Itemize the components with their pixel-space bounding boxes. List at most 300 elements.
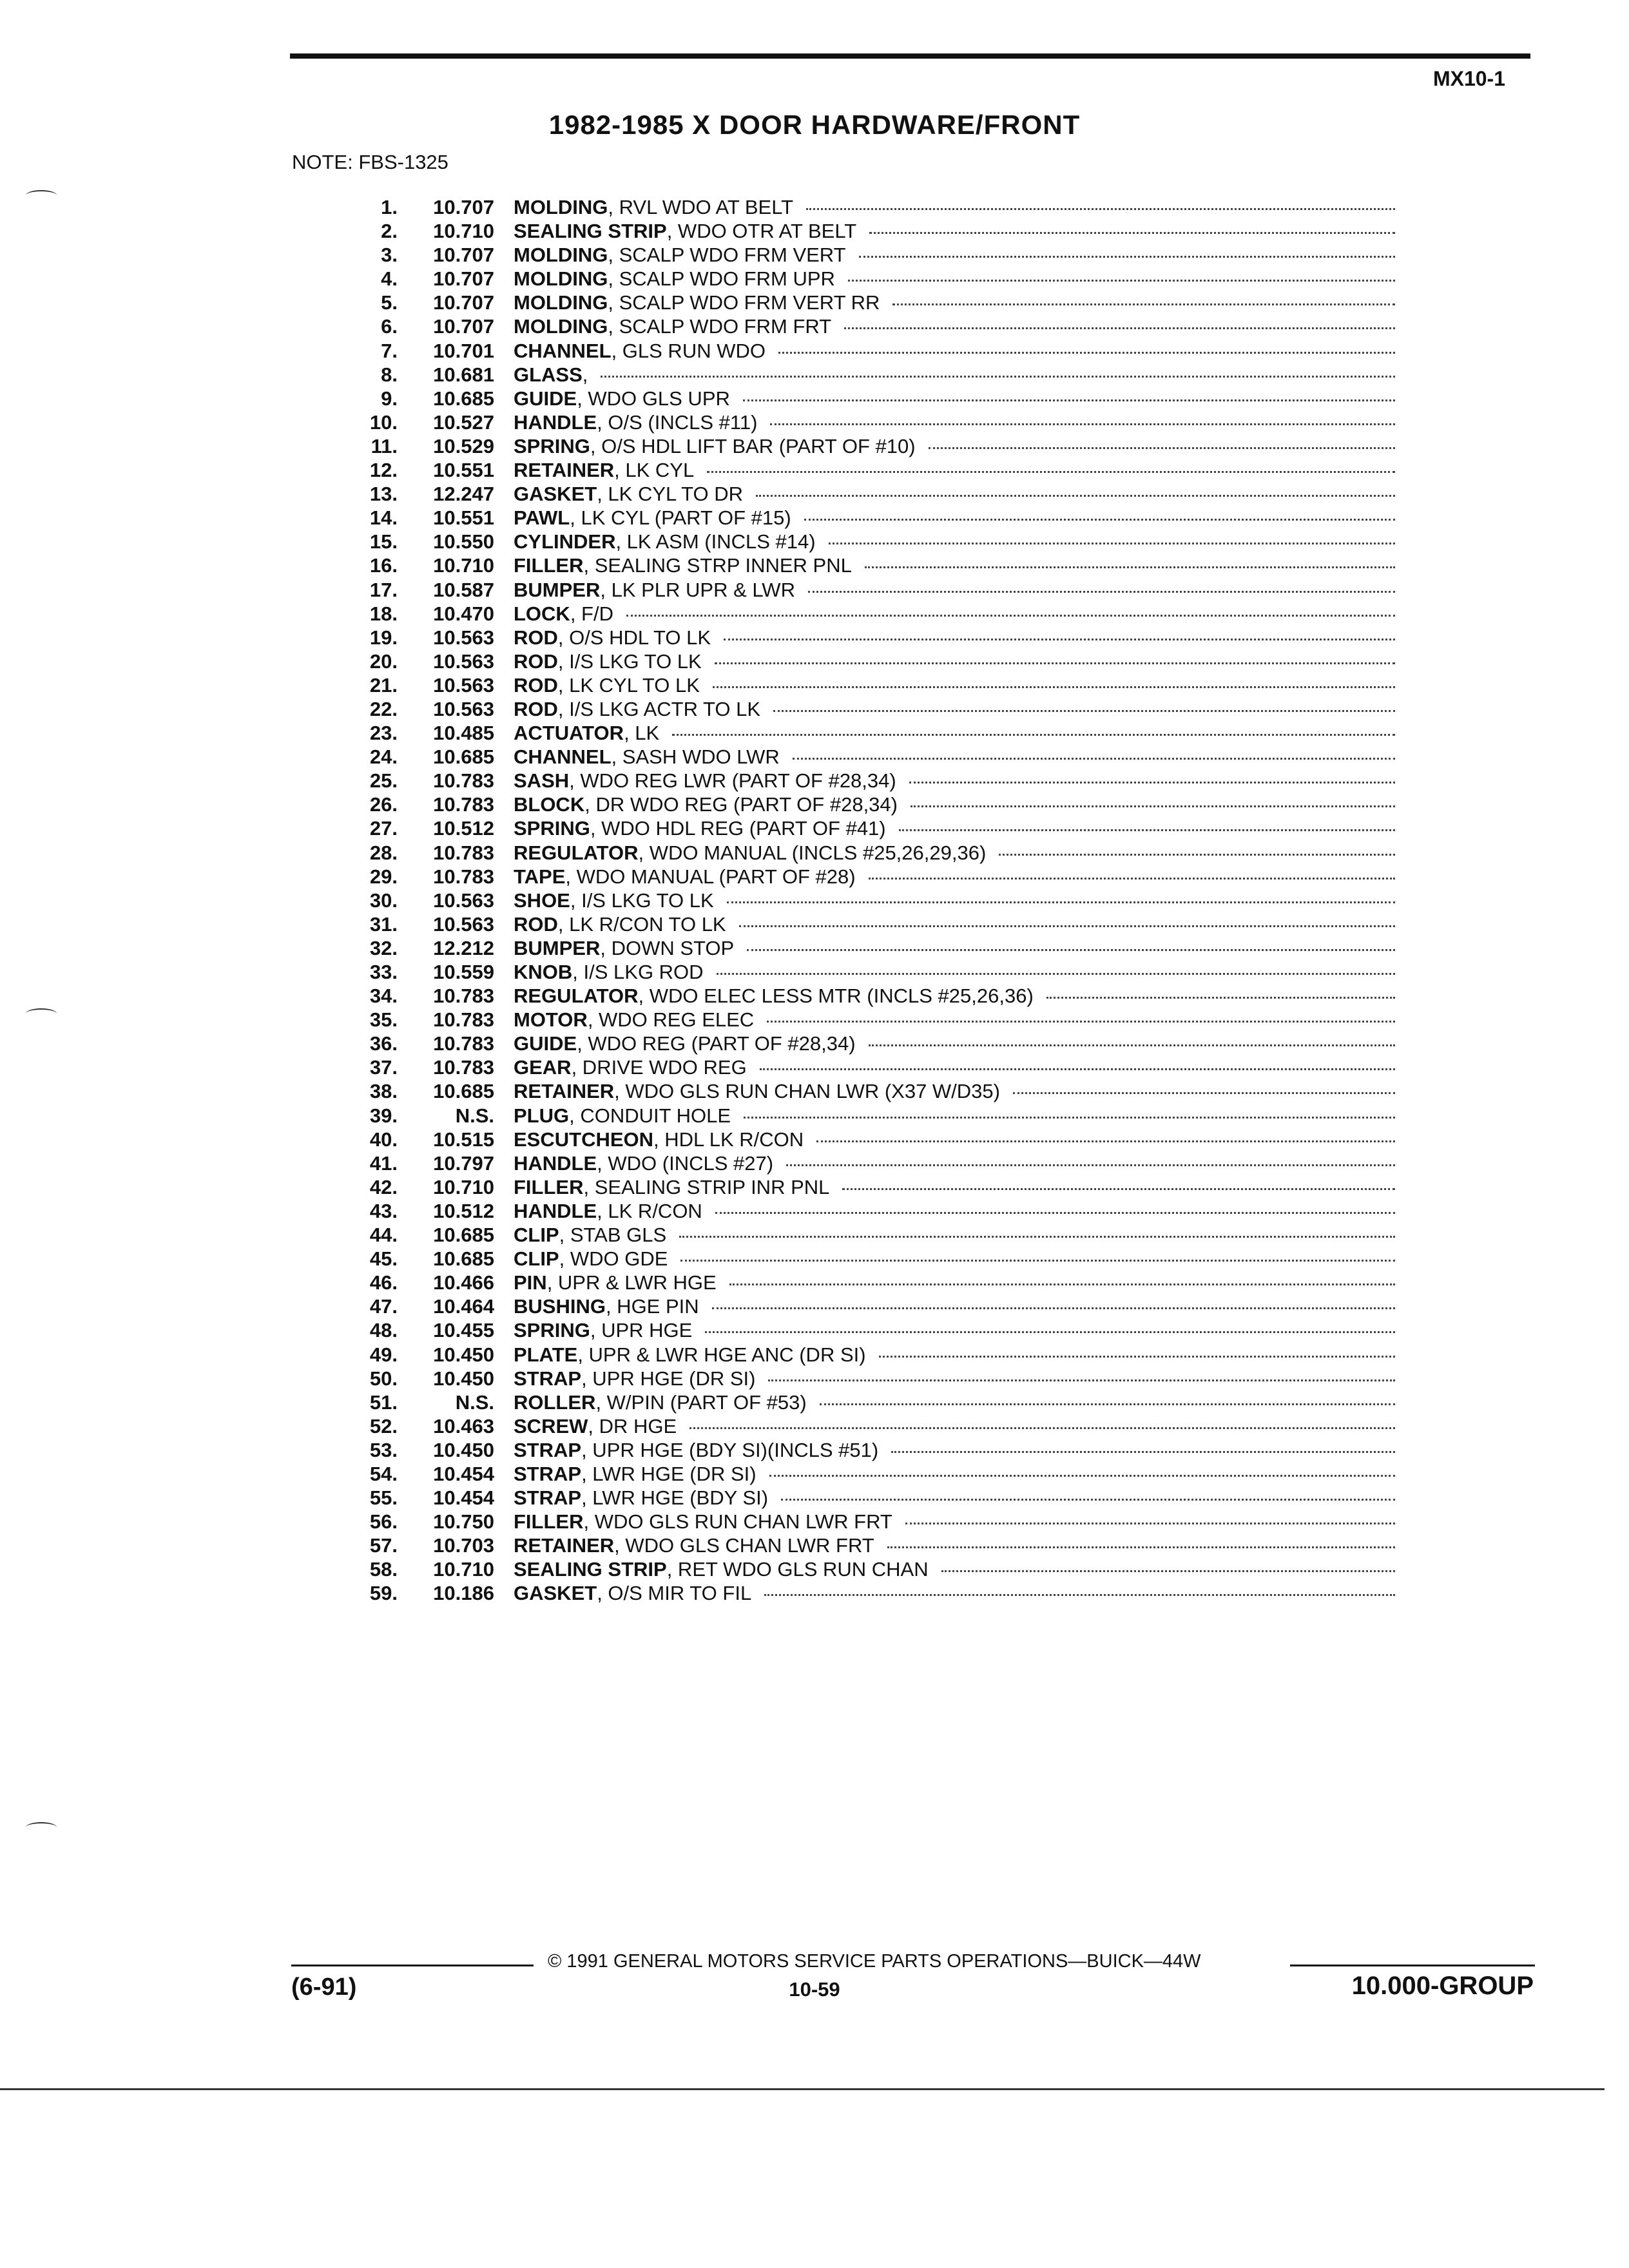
group-number: 10.563 — [433, 673, 494, 697]
part-number: 46. — [369, 1271, 398, 1294]
dot-leader — [717, 973, 1395, 975]
part-row — [332, 889, 1395, 912]
part-description: , WDO GLS UPR — [577, 387, 730, 410]
part-number: 17. — [369, 578, 398, 601]
part-description: , HGE PIN — [605, 1295, 699, 1318]
part-description: , I/S LKG TO LK — [570, 889, 714, 912]
part-name: GASKET — [514, 483, 597, 506]
part-number: 5. — [381, 291, 398, 314]
part-row — [332, 1486, 1395, 1510]
part-row — [332, 553, 1395, 577]
part-name: BUSHING — [514, 1295, 606, 1318]
group-number: 10.710 — [433, 220, 494, 243]
dot-leader — [739, 925, 1395, 927]
part-name: MOLDING — [514, 196, 608, 218]
group-number: 10.186 — [433, 1582, 494, 1605]
part-row — [332, 339, 1395, 363]
part-row — [332, 936, 1395, 960]
dot-leader — [768, 1379, 1395, 1381]
part-description: , LK CYL — [614, 459, 695, 482]
part-description: , WDO REG ELEC — [587, 1008, 755, 1032]
group-number: 10.783 — [433, 1032, 494, 1055]
group-number: 10.703 — [433, 1534, 494, 1557]
part-name: RETAINER — [514, 1534, 615, 1557]
group-number: 10.450 — [433, 1438, 494, 1461]
dot-leader — [879, 1356, 1395, 1358]
part-name: CHANNEL — [514, 339, 612, 362]
dot-leader — [601, 376, 1395, 378]
part-description: , UPR HGE — [590, 1319, 693, 1342]
part-description: , WDO MANUAL (PART OF #28) — [565, 865, 856, 888]
part-name: FILLER — [514, 1510, 584, 1533]
group-number: 10.685 — [433, 745, 494, 769]
part-description: , SCALP WDO FRM VERT RR — [608, 291, 880, 314]
part-number: 37. — [369, 1056, 398, 1079]
group-number: 10.485 — [433, 722, 494, 745]
group-number: 10.783 — [433, 865, 494, 888]
part-number: 55. — [369, 1486, 398, 1510]
dot-leader — [1046, 997, 1395, 999]
part-description: , LK CYL TO DR — [597, 483, 744, 506]
group-number: 10.550 — [433, 530, 494, 553]
part-row — [332, 602, 1395, 626]
footer-rule — [291, 1965, 534, 1966]
group-number: 10.463 — [433, 1414, 494, 1437]
group-number: 12.212 — [433, 936, 494, 959]
part-number: 52. — [369, 1414, 398, 1437]
part-row — [332, 1055, 1395, 1079]
part-row — [332, 793, 1395, 816]
part-name: MOLDING — [514, 244, 608, 267]
part-number: 21. — [369, 673, 398, 697]
part-description: , O/S HDL TO LK — [557, 626, 711, 649]
part-row — [332, 1008, 1395, 1032]
part-number: 43. — [369, 1199, 398, 1222]
dot-leader — [829, 543, 1395, 544]
group-number: N.S. — [455, 1390, 494, 1414]
group-number: 10.450 — [433, 1367, 494, 1390]
dot-leader — [929, 447, 1395, 449]
part-description: , WDO GLS CHAN LWR FRT — [614, 1534, 874, 1557]
part-number: 8. — [381, 363, 398, 386]
part-number: 30. — [369, 889, 398, 912]
part-description: , CONDUIT HOLE — [569, 1104, 731, 1127]
dot-leader — [778, 352, 1395, 354]
part-row — [332, 458, 1395, 482]
part-row — [332, 626, 1395, 649]
part-name: STRAP — [514, 1367, 582, 1390]
part-row — [332, 1581, 1395, 1605]
dot-leader — [713, 686, 1395, 688]
part-row — [332, 1343, 1395, 1367]
dot-leader — [767, 1021, 1395, 1023]
dot-leader — [842, 1188, 1395, 1190]
part-number: 6. — [381, 315, 398, 338]
part-number: 33. — [369, 961, 398, 983]
part-row — [332, 1510, 1395, 1533]
part-description: , SEALING STRIP INR PNL — [583, 1175, 830, 1198]
dot-leader — [679, 1236, 1395, 1238]
dot-leader — [806, 208, 1395, 210]
dot-leader — [626, 615, 1395, 617]
part-number: 41. — [369, 1151, 398, 1175]
part-number: 53. — [369, 1438, 398, 1461]
dot-leader — [680, 1260, 1395, 1262]
part-description: , WDO GDE — [559, 1247, 668, 1271]
part-row — [332, 363, 1395, 387]
dot-leader — [756, 495, 1395, 497]
dot-leader — [905, 1523, 1395, 1524]
part-name: GEAR — [514, 1056, 572, 1079]
part-number: 34. — [369, 985, 398, 1008]
footer-rule — [1290, 1965, 1535, 1966]
part-number: 18. — [369, 602, 398, 625]
dot-leader — [672, 734, 1395, 736]
part-description: , W/PIN (PART OF #53) — [595, 1390, 807, 1414]
part-row — [332, 816, 1395, 840]
copyright-notice: © 1991 GENERAL MOTORS SERVICE PARTS OPERATIONS—BUICK—44W — [548, 1951, 1201, 1972]
part-description: , SCALP WDO FRM VERT — [608, 244, 846, 267]
part-description: , UPR & LWR HGE — [546, 1271, 717, 1294]
group-number: 10.563 — [433, 889, 494, 912]
part-name: ROD — [514, 673, 558, 697]
part-number: 12. — [369, 459, 398, 482]
part-name: SEALING STRIP — [514, 1558, 667, 1581]
part-description: , HDL LK R/CON — [653, 1128, 804, 1151]
part-name: BLOCK — [514, 793, 585, 816]
part-row — [332, 1247, 1395, 1271]
dot-leader — [769, 1475, 1395, 1477]
part-number: 29. — [369, 865, 398, 888]
group-number: 10.551 — [433, 459, 494, 482]
part-row — [332, 1294, 1395, 1318]
part-number: 40. — [369, 1128, 398, 1151]
group-number: 10.563 — [433, 626, 494, 649]
page-code: MX10-1 — [1432, 67, 1505, 90]
part-row — [332, 673, 1395, 697]
group-number: N.S. — [455, 1104, 494, 1127]
group-number: 10.563 — [433, 697, 494, 720]
part-name: HANDLE — [514, 1199, 597, 1222]
part-name: ROD — [514, 912, 558, 936]
part-description: , O/S MIR TO FIL — [597, 1582, 752, 1605]
part-number: 38. — [369, 1080, 398, 1103]
part-number: 48. — [369, 1319, 398, 1342]
group-number: 10.512 — [433, 817, 494, 840]
part-name: PLATE — [514, 1343, 578, 1366]
dot-leader — [786, 1164, 1395, 1166]
dot-leader — [712, 1307, 1395, 1309]
part-row — [332, 1079, 1395, 1103]
part-row — [332, 291, 1395, 314]
dot-leader — [859, 256, 1395, 258]
group-number: 10.529 — [433, 434, 494, 457]
part-number: 50. — [369, 1367, 398, 1390]
dot-leader — [804, 519, 1395, 521]
part-number: 57. — [369, 1534, 398, 1557]
part-row — [332, 578, 1395, 602]
part-name: ACTUATOR — [514, 722, 624, 745]
dot-leader — [707, 471, 1395, 473]
part-number: 14. — [369, 506, 398, 530]
group-number: 10.512 — [433, 1199, 494, 1222]
dot-leader — [941, 1570, 1395, 1572]
group-number: 10.701 — [433, 339, 494, 362]
part-description: , O/S (INCLS #11) — [597, 410, 758, 434]
part-number: 4. — [381, 267, 398, 291]
group-number: 10.783 — [433, 769, 494, 793]
part-row — [332, 1367, 1395, 1390]
part-number: 2. — [381, 220, 398, 243]
part-row — [332, 387, 1395, 410]
part-number: 11. — [371, 434, 398, 457]
part-number: 10. — [369, 410, 398, 434]
part-name: KNOB — [514, 961, 573, 983]
part-description: , UPR HGE (DR SI) — [581, 1367, 756, 1390]
part-number: 45. — [369, 1247, 398, 1271]
dot-leader — [764, 1594, 1395, 1596]
part-number: 7. — [381, 339, 398, 362]
page-title: 1982-1985 X DOOR HARDWARE/FRONT — [548, 110, 1081, 140]
dot-leader — [729, 1283, 1395, 1285]
part-name: SPRING — [514, 817, 590, 840]
part-number: 49. — [369, 1343, 398, 1366]
group-number: 10.707 — [433, 244, 494, 267]
part-name: BUMPER — [514, 578, 601, 601]
part-name: ROLLER — [514, 1390, 596, 1414]
part-description: , SEALING STRP INNER PNL — [583, 554, 852, 577]
part-name: MOLDING — [514, 315, 608, 338]
part-number: 35. — [369, 1008, 398, 1032]
part-number: 26. — [369, 793, 398, 816]
part-name: MOLDING — [514, 291, 608, 314]
group-number: 10.587 — [433, 578, 494, 601]
group-number: 10.527 — [433, 410, 494, 434]
part-description: , I/S LKG ROD — [572, 961, 704, 983]
group-number: 10.783 — [433, 793, 494, 816]
part-row — [332, 410, 1395, 434]
part-name: STRAP — [514, 1486, 582, 1510]
part-row — [332, 865, 1395, 889]
part-description: , UPR HGE (BDY SI)(INCLS #51) — [581, 1438, 879, 1461]
group-number: 10.707 — [433, 315, 494, 338]
part-description: , SCALP WDO FRM UPR — [608, 267, 835, 291]
dot-leader — [999, 854, 1395, 856]
part-row — [332, 1438, 1395, 1462]
part-row — [332, 267, 1395, 291]
group-number: 10.685 — [433, 1247, 494, 1271]
dot-leader — [1013, 1092, 1395, 1094]
part-name: ROD — [514, 649, 558, 673]
group-number: 10.710 — [433, 1558, 494, 1581]
part-name: STRAP — [514, 1462, 582, 1485]
part-name: FILLER — [514, 1175, 584, 1198]
part-name: RETAINER — [514, 459, 615, 482]
group-code: 10.000-GROUP — [1351, 1972, 1534, 2000]
group-number: 10.685 — [433, 1224, 494, 1247]
part-description: , LK R/CON TO LK — [557, 912, 726, 936]
group-number: 10.710 — [433, 1175, 494, 1198]
part-row — [332, 721, 1395, 745]
part-number: 59. — [369, 1582, 398, 1605]
group-number: 10.464 — [433, 1295, 494, 1318]
part-name: REGULATOR — [514, 985, 639, 1008]
part-name: PAWL — [514, 506, 570, 530]
part-description: , DRIVE WDO REG — [571, 1056, 747, 1079]
part-description: , SASH WDO LWR — [611, 745, 780, 769]
part-description: , LK R/CON — [597, 1199, 702, 1222]
part-description: , LWR HGE (DR SI) — [581, 1462, 757, 1485]
part-description: , WDO (INCLS #27) — [597, 1151, 774, 1175]
part-name: REGULATOR — [514, 841, 639, 864]
part-name: GUIDE — [514, 387, 577, 410]
part-row — [332, 434, 1395, 458]
part-number: 13. — [369, 483, 398, 506]
part-name: TAPE — [514, 865, 566, 888]
dot-leader — [793, 758, 1395, 760]
group-number: 10.563 — [433, 649, 494, 673]
part-row — [332, 984, 1395, 1008]
dot-leader — [892, 303, 1395, 305]
group-number: 10.783 — [433, 1008, 494, 1032]
part-name: GASKET — [514, 1582, 597, 1605]
part-description: , RVL WDO AT BELT — [608, 196, 794, 218]
part-description: , F/D — [570, 602, 613, 625]
dot-leader — [705, 1331, 1395, 1333]
part-name: PIN — [514, 1271, 547, 1294]
dot-leader — [869, 1044, 1395, 1046]
group-number: 10.707 — [433, 196, 494, 218]
dot-leader — [744, 1117, 1395, 1119]
part-row — [332, 1271, 1395, 1294]
part-description: , DOWN STOP — [600, 936, 735, 959]
dot-leader — [770, 423, 1395, 425]
part-description: , RET WDO GLS RUN CHAN — [666, 1558, 929, 1581]
part-name: PLUG — [514, 1104, 570, 1127]
binder-hole-mark — [26, 1822, 57, 1832]
part-number: 15. — [369, 530, 398, 553]
dot-leader — [869, 878, 1395, 879]
group-number: 10.454 — [433, 1486, 494, 1510]
dot-leader — [899, 829, 1395, 831]
part-description: , SCALP WDO FRM FRT — [608, 315, 832, 338]
binder-hole-mark — [26, 1008, 57, 1019]
part-description: , WDO HDL REG (PART OF #41) — [590, 817, 886, 840]
part-row — [332, 1390, 1395, 1414]
part-name: HANDLE — [514, 410, 597, 434]
header-rule — [290, 53, 1530, 59]
part-number: 58. — [369, 1558, 398, 1581]
part-name: ROD — [514, 697, 558, 720]
dot-leader — [760, 1068, 1395, 1070]
part-row — [332, 912, 1395, 936]
part-name: STRAP — [514, 1438, 582, 1461]
part-description: , LK PLR UPR & LWR — [600, 578, 795, 601]
part-row — [332, 1223, 1395, 1247]
part-name: SHOE — [514, 889, 570, 912]
part-number: 25. — [369, 769, 398, 793]
dot-leader — [715, 662, 1395, 664]
part-name: GLASS — [514, 363, 583, 386]
group-number: 10.466 — [433, 1271, 494, 1294]
part-row — [332, 1557, 1395, 1581]
dot-leader — [724, 639, 1395, 640]
parts-list — [332, 195, 1395, 1606]
part-name: RETAINER — [514, 1080, 615, 1103]
part-number: 3. — [381, 244, 398, 267]
dot-leader — [869, 232, 1395, 234]
note: NOTE: FBS-1325 — [292, 151, 448, 173]
part-number: 32. — [369, 936, 398, 959]
part-row — [332, 195, 1395, 219]
part-row — [332, 649, 1395, 673]
part-row — [332, 697, 1395, 721]
part-description: , WDO REG LWR (PART OF #28,34) — [569, 769, 896, 793]
part-name: SPRING — [514, 434, 590, 457]
dot-leader — [911, 805, 1395, 807]
part-name: CYLINDER — [514, 530, 616, 553]
dot-leader — [909, 782, 1395, 783]
part-row — [332, 243, 1395, 267]
part-description: , WDO ELEC LESS MTR (INCLS #25,26,36) — [638, 985, 1034, 1008]
part-row — [332, 314, 1395, 338]
part-row — [332, 745, 1395, 769]
part-description: , LWR HGE (BDY SI) — [581, 1486, 769, 1510]
dot-leader — [689, 1427, 1395, 1429]
group-number: 10.797 — [433, 1151, 494, 1175]
dot-leader — [747, 949, 1395, 951]
part-name: ESCUTCHEON — [514, 1128, 654, 1151]
dot-leader — [773, 710, 1395, 712]
part-description: , O/S HDL LIFT BAR (PART OF #10) — [590, 434, 916, 457]
part-description: , WDO REG (PART OF #28,34) — [577, 1032, 856, 1055]
part-row — [332, 1533, 1395, 1557]
part-number: 1. — [381, 196, 398, 218]
part-name: CHANNEL — [514, 745, 612, 769]
part-row — [332, 530, 1395, 553]
part-number: 16. — [369, 554, 398, 577]
part-number: 44. — [369, 1224, 398, 1247]
part-number: 54. — [369, 1462, 398, 1485]
part-description: , DR WDO REG (PART OF #28,34) — [584, 793, 898, 816]
part-row — [332, 769, 1395, 793]
part-row — [332, 482, 1395, 506]
part-number: 22. — [369, 697, 398, 720]
group-number: 10.783 — [433, 1056, 494, 1079]
group-number: 10.681 — [433, 363, 494, 386]
part-number: 28. — [369, 841, 398, 864]
part-name: SCREW — [514, 1414, 588, 1437]
group-number: 10.551 — [433, 506, 494, 530]
dot-leader — [781, 1499, 1395, 1501]
part-description: , DR HGE — [588, 1414, 677, 1437]
part-number: 20. — [369, 649, 398, 673]
part-name: CLIP — [514, 1224, 559, 1247]
part-name: BUMPER — [514, 936, 601, 959]
group-number: 10.707 — [433, 291, 494, 314]
part-row — [332, 1151, 1395, 1175]
part-row — [332, 1318, 1395, 1342]
part-description: , WDO MANUAL (INCLS #25,26,29,36) — [638, 841, 987, 864]
part-row — [332, 219, 1395, 243]
dot-leader — [891, 1451, 1395, 1453]
dot-leader — [816, 1140, 1395, 1142]
part-description: , GLS RUN WDO — [611, 339, 766, 362]
part-description: , — [582, 363, 588, 386]
part-number: 23. — [369, 722, 398, 745]
part-name: SEALING STRIP — [514, 220, 667, 243]
group-number: 10.559 — [433, 961, 494, 983]
